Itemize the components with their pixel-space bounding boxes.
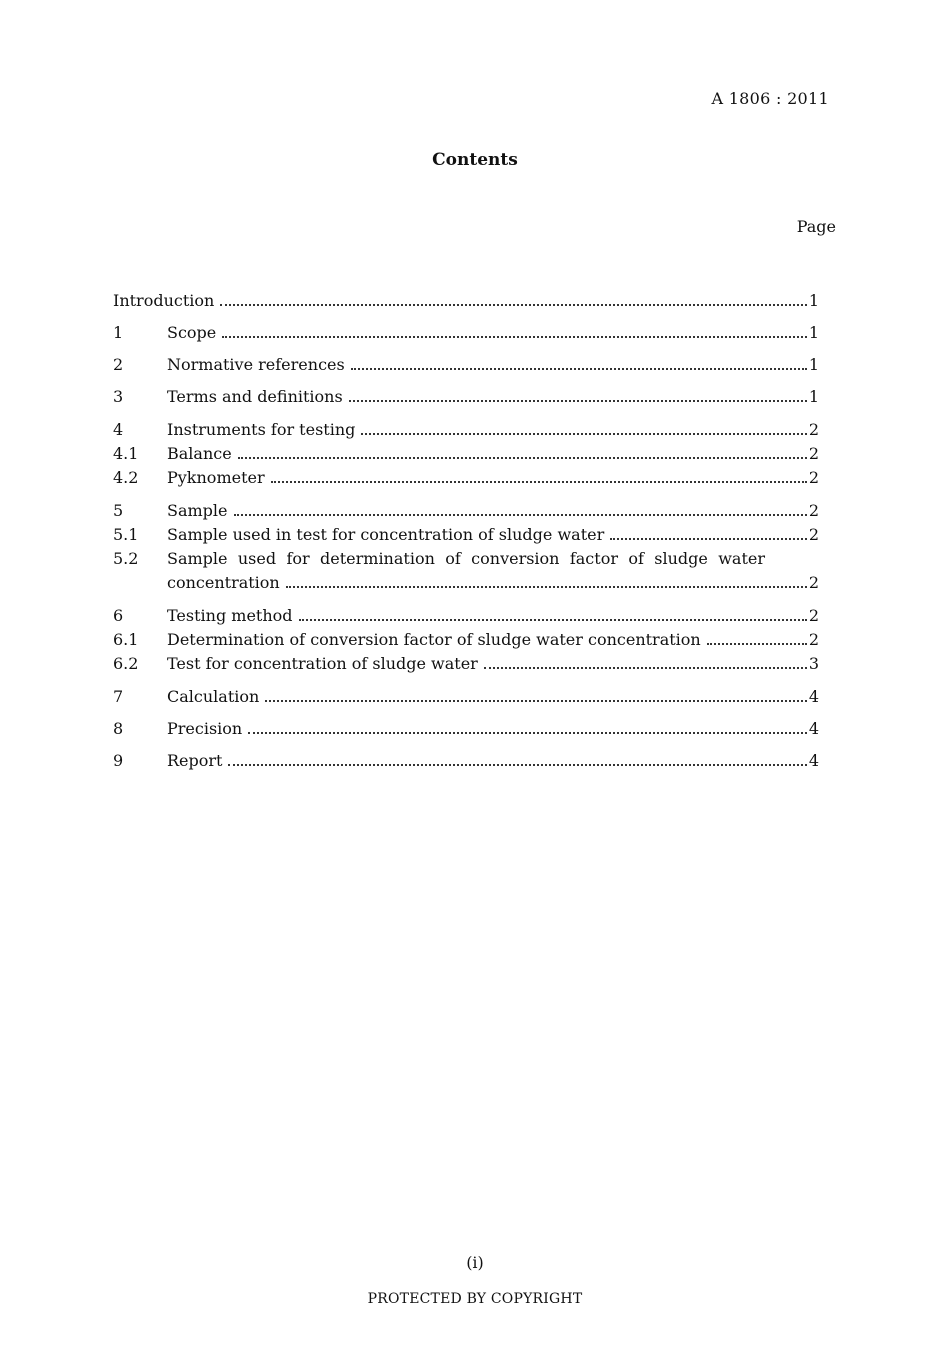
dot-leader [271,481,807,483]
toc-entry-page: 1 [808,291,819,310]
toc-entry-page: 4 [808,687,819,706]
dot-leader [238,457,807,459]
toc-entry-label: Pyknometer [167,468,265,487]
toc-entry-2[interactable] [113,354,819,376]
toc-entry-number: 2 [113,355,124,374]
dot-leader [351,368,807,370]
toc-entry-page: 1 [808,355,819,374]
toc-entry-number: 6.1 [113,630,139,649]
toc-entry-introduction[interactable] [113,290,819,312]
toc-entry-label: Sample used for determination of conversion factor of sludge water [167,549,765,568]
toc-entry-6-1[interactable] [113,629,819,651]
toc-entry-4-1[interactable] [113,443,819,465]
dot-leader [299,619,807,621]
toc-entry-page: 2 [808,630,819,649]
toc-entry-7[interactable] [113,686,819,708]
toc-entry-1[interactable] [113,322,819,344]
toc-entry-6-2[interactable] [113,653,819,675]
toc-entry-4-2[interactable] [113,467,819,489]
toc-entry-page: 2 [808,468,819,487]
dot-leader [248,732,807,734]
toc-entry-5-1[interactable] [113,524,819,546]
toc-entry-number: 5.2 [113,549,139,568]
toc-entry-9[interactable] [113,750,819,772]
page-number: (i) [466,1253,484,1272]
dot-leader [222,336,807,338]
contents-title: Contents [432,150,518,170]
toc-entry-4[interactable] [113,419,819,441]
toc-entry-page: 1 [808,387,819,406]
dot-leader [234,514,807,516]
dot-leader [265,700,807,702]
toc-entry-number: 5.1 [113,525,139,544]
toc-entry-page: 2 [808,573,819,592]
toc-entry-label: Scope [167,323,217,342]
toc-entry-label-continued: concentration [167,573,280,592]
dot-leader [349,400,807,402]
toc-entry-label: Report [167,751,223,770]
toc-entry-label: Sample [167,501,228,520]
toc-entry-page: 2 [808,606,819,625]
dot-leader [610,538,807,540]
toc-entry-label: Instruments for testing [167,420,356,439]
toc-entry-page: 2 [808,525,819,544]
toc-entry-page: 1 [808,323,819,342]
dot-leader [707,643,807,645]
toc-entry-5[interactable] [113,500,819,522]
toc-entry-label: Calculation [167,687,260,706]
dot-leader [228,764,806,766]
toc-entry-label: Determination of conversion factor of sludge water concentration [167,630,701,649]
toc-entry-number: 6.2 [113,654,139,673]
toc-entry-page: 3 [808,654,819,673]
toc-entry-5-2[interactable] [113,548,765,570]
toc-entry-number: 5 [113,501,124,520]
toc-entry-8[interactable] [113,718,819,740]
toc-entry-page: 4 [808,751,819,770]
dot-leader [220,304,806,306]
toc-entry-number: 3 [113,387,124,406]
toc-entry-number: 9 [113,751,124,770]
dot-leader [484,667,807,669]
toc-entry-number: 4 [113,420,124,439]
toc-entry-6[interactable] [113,605,819,627]
toc-entry-number: 4.1 [113,444,139,463]
copyright-notice: PROTECTED BY COPYRIGHT [367,1291,583,1307]
toc-entry-page: 4 [808,719,819,738]
toc-entry-page: 2 [808,501,819,520]
toc-entry-label: Precision [167,719,243,738]
document-reference: A 1806 : 2011 [711,89,829,108]
toc-entry-page: 2 [808,420,819,439]
toc-entry-label: Testing method [167,606,293,625]
toc-entry-number: 7 [113,687,124,706]
toc-entry-5-2-continued[interactable] [167,572,819,594]
dot-leader [286,586,807,588]
toc-entry-label: Normative references [167,355,345,374]
toc-entry-label: Terms and definitions [167,387,343,406]
toc-entry-label: Test for concentration of sludge water [167,654,478,673]
toc-entry-number: 6 [113,606,124,625]
toc-entry-label: Sample used in test for concentration of sludge water [167,525,605,544]
dot-leader [361,433,806,435]
toc-entry-label: Balance [167,444,232,463]
toc-entry-number: 8 [113,719,124,738]
toc-entry-number: 4.2 [113,468,139,487]
toc-entry-number: 1 [113,323,124,342]
toc-entry-page: 2 [808,444,819,463]
toc-entry-3[interactable] [113,386,819,408]
page-column-heading: Page [796,217,836,236]
toc-entry-label: Introduction [113,291,215,310]
